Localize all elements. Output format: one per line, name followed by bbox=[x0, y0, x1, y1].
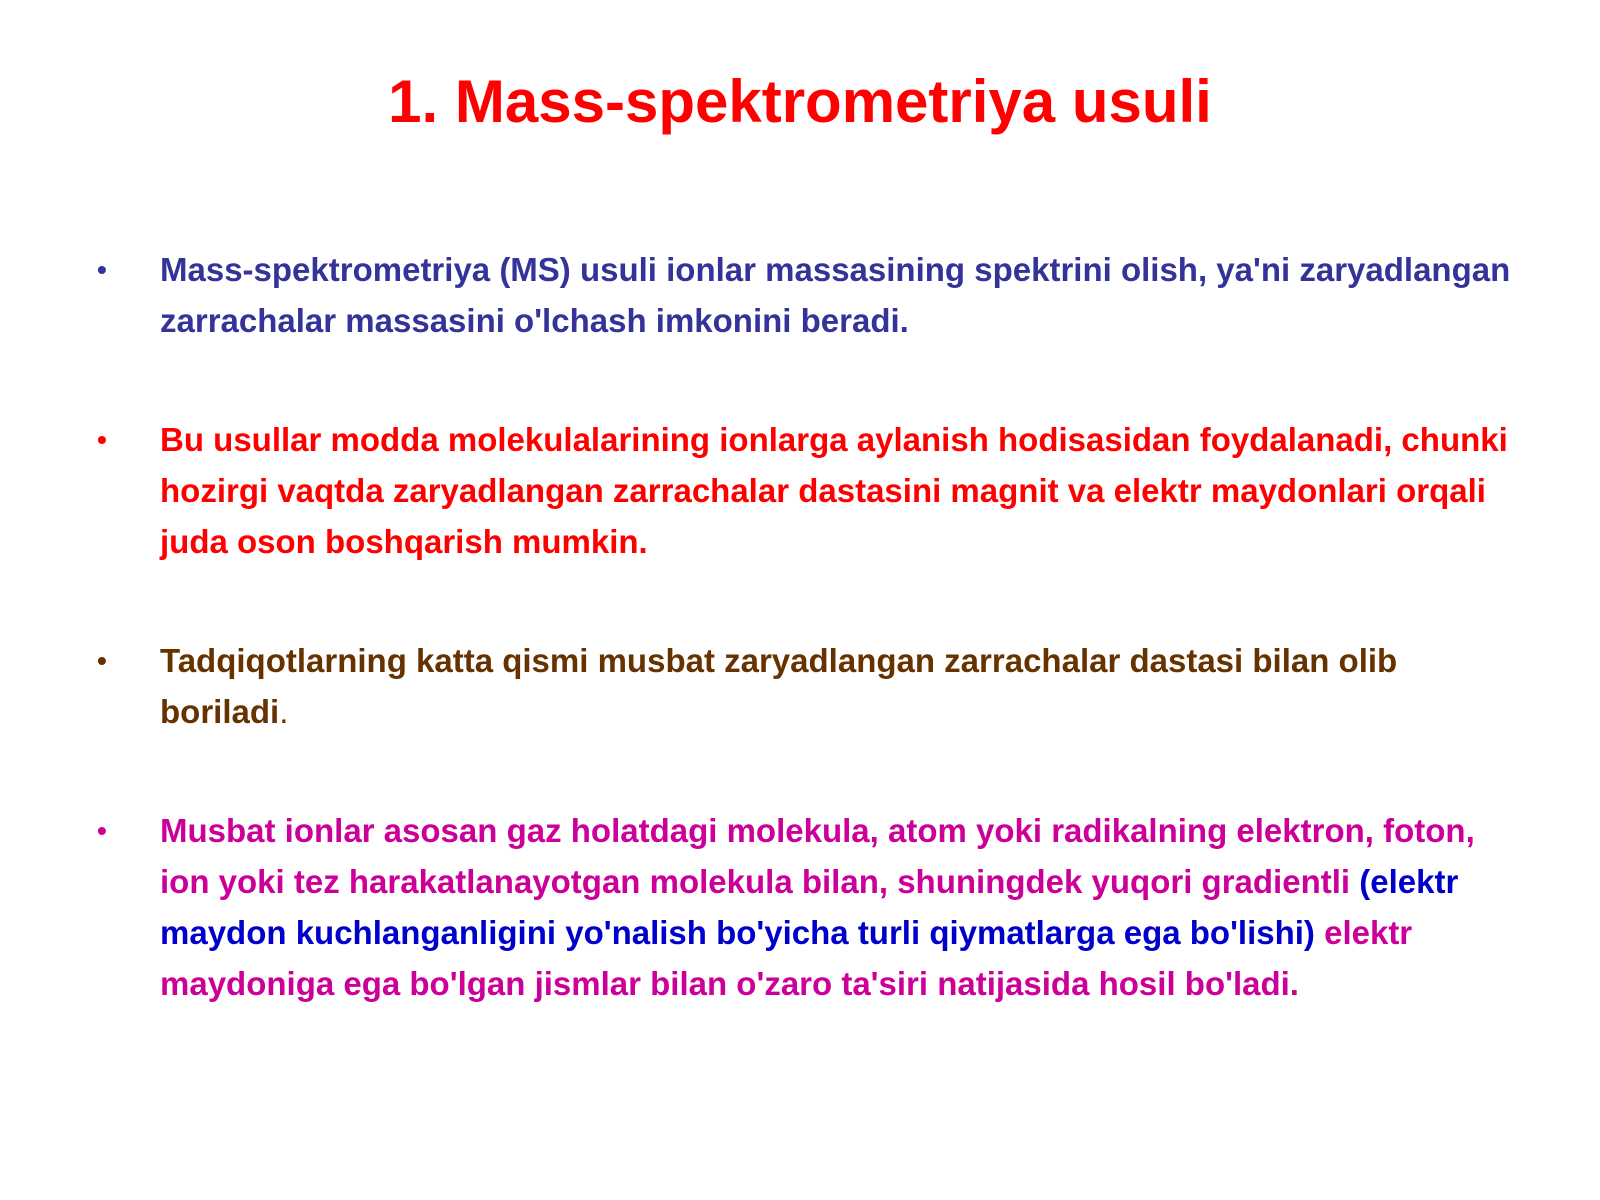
bullet-text: Tadqiqotlarning katta qismi musbat zaryadlangan zarrachalar dastasi bilan olib boriladi bbox=[160, 642, 1398, 730]
bullet-text-part1: Musbat ionlar asosan gaz holatdagi molekula, atom yoki radikalning elektron, foton, ion yoki tez harakatlanayotgan molekula bilan, shuningdek yuqori gradientli bbox=[160, 812, 1475, 900]
bullet-item-ionization bbox=[0, 414, 1520, 567]
bullet-list bbox=[0, 244, 1600, 1077]
bullet-icon: • bbox=[97, 645, 107, 676]
bullet-text: Mass-spektrometriya (MS) usuli ionlar massasining spektrini olish, ya'ni zaryadlangan zarrachalar massasini o'lchash imkonini beradi. bbox=[160, 251, 1511, 339]
slide-title: 1. Mass-spektrometriya usuli bbox=[388, 68, 1212, 135]
bullet-text-highlight: (elektr maydon kuchlanganligini yo'nalish bo'yicha turli qiymatlarga ega bo'lishi) bbox=[160, 863, 1459, 951]
bullet-text: Bu usullar modda molekulalarining ionlarga aylanish hodisasidan foydalanadi, chunki hozirgi vaqtda zaryadlangan zarrachalar dastasini magnit va elektr maydonlari orqali juda oson boshqarish mumkin. bbox=[160, 421, 1508, 560]
bullet-item-ms-definition bbox=[0, 244, 1520, 346]
bullet-icon: • bbox=[97, 254, 107, 285]
bullet-icon: • bbox=[97, 424, 107, 455]
bullet-item-positive-ions bbox=[0, 805, 1520, 1009]
bullet-text-part2: elektr maydoniga ega bo'lgan jismlar bilan o'zaro ta'siri natijasida hosil bo'ladi. bbox=[160, 914, 1413, 1002]
bullet-icon: • bbox=[97, 815, 107, 846]
bullet-item-positive-beams bbox=[0, 635, 1520, 737]
bullet-trailing-period: . bbox=[279, 693, 289, 730]
